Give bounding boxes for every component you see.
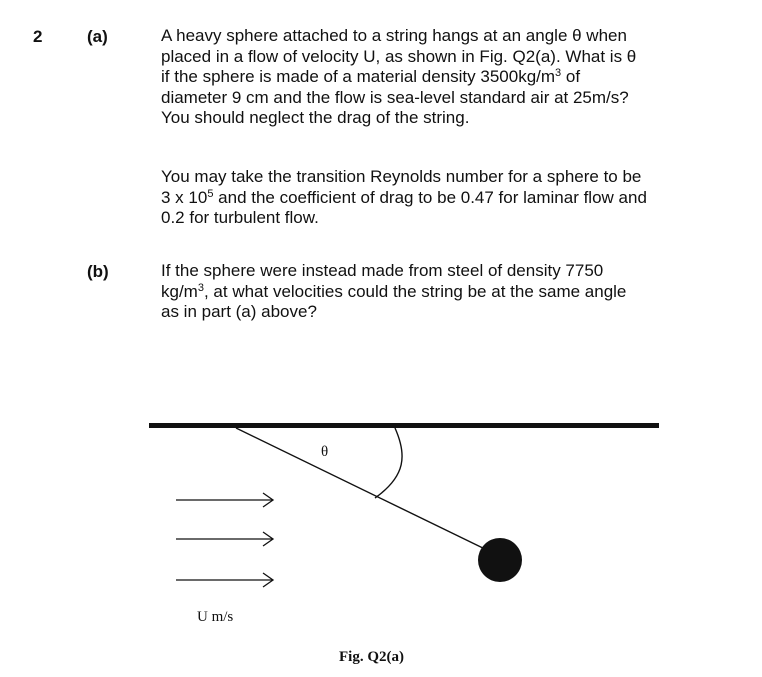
reynolds-exponent: 5 [207, 187, 214, 200]
figure-caption: Fig. Q2(a) [339, 649, 404, 665]
part-a-line-2: placed in a flow of velocity U, as shown in Fig. Q2(a). What is θ [161, 46, 637, 66]
angle-label: θ [321, 444, 329, 460]
part-a2-line-3: 0.2 for turbulent flow. [161, 208, 319, 227]
flow-velocity-label: U m/s [197, 609, 234, 625]
part-a-label: (a) [87, 27, 108, 46]
part-a-line-5: You should neglect the drag of the string. [161, 108, 470, 127]
question-number: 2 [33, 27, 43, 46]
part-a-line-1: A heavy sphere attached to a string hangs at an angle θ when [161, 26, 627, 45]
reynolds-text: 3 x 10 [161, 187, 208, 207]
part-b-label: (b) [87, 262, 109, 281]
density-suffix: of [561, 67, 581, 86]
part-a-line-4: diameter 9 cm and the flow is sea-level standard air at 25m/s? [161, 87, 629, 107]
part-a2-line-1: You may take the transition Reynolds number for a sphere to be [161, 167, 642, 186]
sphere [478, 538, 522, 582]
steel-density-suffix: , at what velocities could the string be at the same angle [203, 281, 627, 301]
flow-arrow-1 [176, 493, 273, 507]
drag-coefficient-text: and the coefficient of drag to be 0.47 for laminar flow and [213, 187, 647, 207]
density-exponent: 3 [555, 67, 562, 79]
flow-arrow-3 [176, 573, 273, 587]
angle-arc [375, 428, 402, 498]
string-line [236, 428, 489, 551]
steel-density-text: kg/m [161, 281, 198, 301]
flow-arrow-2 [176, 532, 273, 546]
density-text: if the sphere is made of a material density 3500kg/m [161, 67, 556, 86]
part-b-line-1: If the sphere were instead made from steel of density 7750 [161, 261, 604, 280]
ceiling-bar [149, 423, 659, 428]
part-b-line-3: as in part (a) above? [161, 302, 317, 321]
steel-density-exponent: 3 [197, 281, 204, 294]
